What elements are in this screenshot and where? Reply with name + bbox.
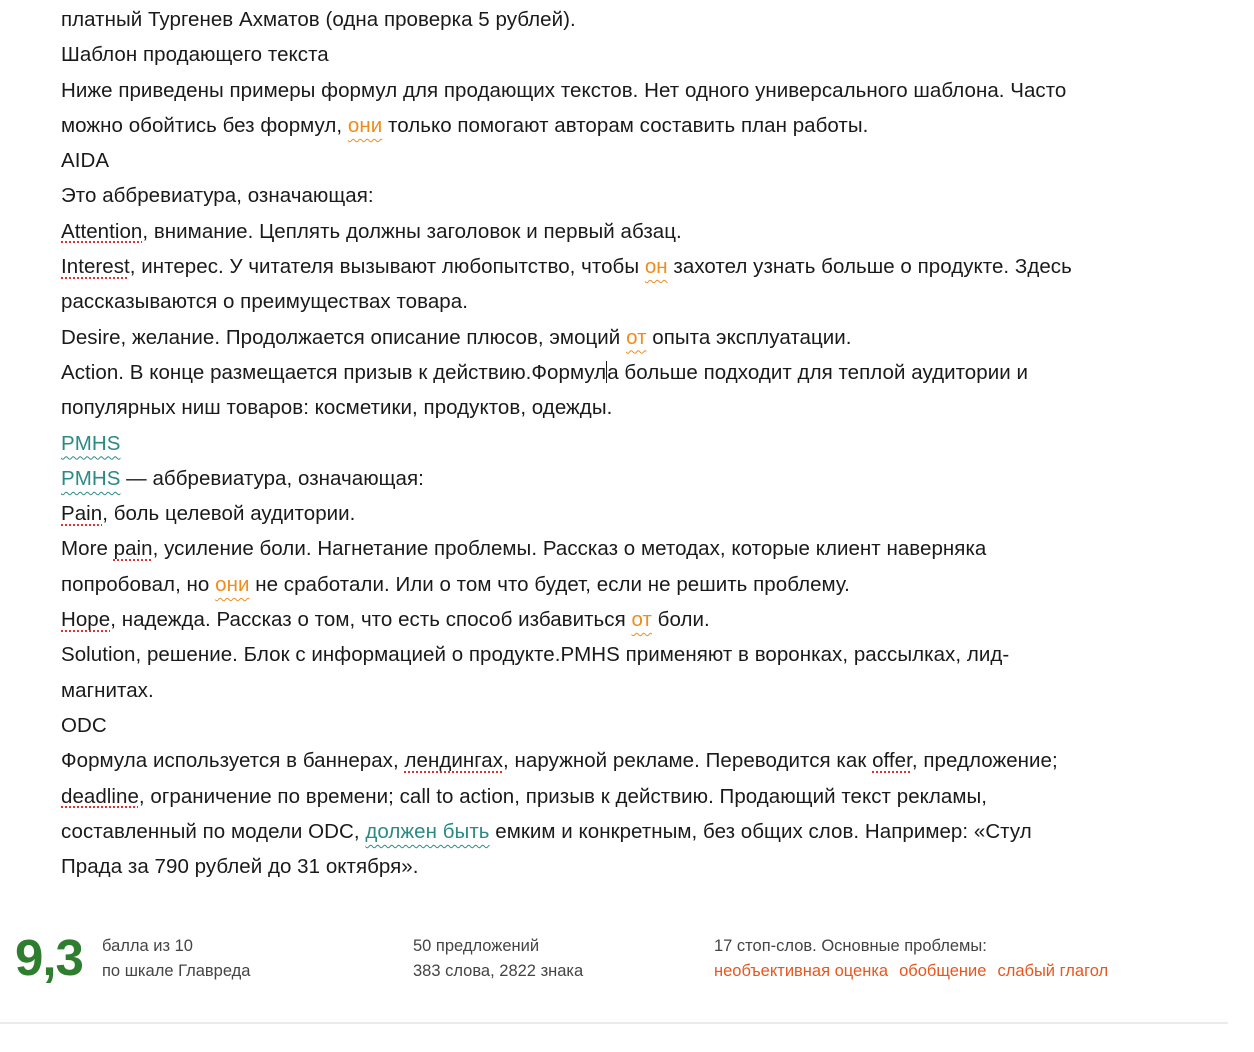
paragraph bbox=[61, 708, 1211, 743]
paragraph bbox=[61, 531, 1211, 566]
spellcheck-word[interactable]: лендингах bbox=[404, 749, 504, 773]
paragraph bbox=[61, 284, 1211, 319]
stopword-highlight[interactable]: должен быть bbox=[365, 819, 490, 843]
text-segment: Формула используется в баннерах, bbox=[61, 749, 405, 773]
score-caption-line: балла из 10 bbox=[102, 937, 193, 955]
text-segment: а больше подходит для теплой аудитории и bbox=[607, 360, 1028, 384]
stopword-highlight[interactable]: он bbox=[644, 255, 668, 279]
sentence-count: 50 предложений bbox=[413, 937, 540, 955]
stopword-highlight[interactable]: от bbox=[626, 325, 647, 349]
problem-tag-biased-assessment[interactable]: необъективная оценка bbox=[714, 962, 889, 980]
stopword-highlight[interactable]: PMHS bbox=[61, 466, 121, 490]
problems-summary bbox=[714, 934, 1119, 984]
stopword-highlight[interactable]: от bbox=[631, 608, 652, 632]
text-segment: емким и конкретным, без общих слов. Например: «Стул bbox=[489, 819, 1032, 843]
paragraph bbox=[61, 779, 1211, 814]
stopword-highlight[interactable]: PMHS bbox=[61, 431, 121, 455]
results-panel bbox=[0, 924, 1254, 1024]
problem-tag-weak-verb[interactable]: слабый глагол bbox=[997, 962, 1109, 980]
paragraph bbox=[61, 249, 1211, 284]
text-segment: рассказываются о преимуществах товара. bbox=[61, 290, 468, 314]
problems-title: 17 стоп-слов. Основные проблемы: bbox=[714, 937, 987, 955]
paragraph bbox=[61, 320, 1211, 355]
problem-tags bbox=[714, 959, 1119, 984]
text-segment: только помогают авторам составить план работы. bbox=[382, 113, 869, 137]
text-segment: боли. bbox=[651, 608, 710, 632]
text-segment: Action. В конце размещается призыв к действию.Формул bbox=[61, 360, 607, 384]
text-segment: Прада за 790 рублей до 31 октября». bbox=[61, 855, 419, 879]
paragraph bbox=[61, 426, 1211, 461]
spellcheck-word[interactable]: deadline bbox=[61, 784, 139, 808]
paragraph bbox=[61, 355, 1211, 390]
text-segment: захотел узнать больше о продукте. Здесь bbox=[667, 255, 1072, 279]
paragraph bbox=[61, 37, 1211, 72]
text-segment: не сработали. Или о том что будет, если не решить проблему. bbox=[249, 572, 850, 596]
paragraph bbox=[61, 108, 1211, 143]
text-segment: , наружной рекламе. Переводится как bbox=[503, 749, 873, 773]
text-segment: — аббревиатура, означающая: bbox=[120, 466, 424, 490]
text-segment: ODC bbox=[61, 713, 107, 737]
text-segment: , предложение; bbox=[911, 749, 1058, 773]
text-segment: Ниже приведены примеры формул для продающих текстов. Нет одного универсального шаблона. Часто bbox=[61, 78, 1067, 102]
spellcheck-word[interactable]: Interest bbox=[61, 255, 130, 279]
text-editor[interactable] bbox=[61, 2, 1211, 884]
stopword-highlight[interactable]: они bbox=[215, 572, 250, 596]
divider bbox=[0, 1022, 1228, 1024]
text-segment: , интерес. У читателя вызывают любопытство, чтобы bbox=[129, 255, 645, 279]
spellcheck-word[interactable]: Attention bbox=[61, 219, 143, 243]
text-segment: Solution, решение. Блок с информацией о продукте.PMHS применяют в воронках, рассылках, лид- bbox=[61, 643, 1010, 667]
paragraph bbox=[61, 461, 1211, 496]
text-segment: можно обойтись без формул, bbox=[61, 113, 348, 137]
spellcheck-word[interactable]: offer bbox=[872, 749, 912, 773]
text-segment: More bbox=[61, 537, 114, 561]
score-value: 9,3 bbox=[15, 929, 83, 986]
spellcheck-word[interactable]: Hope bbox=[61, 608, 111, 632]
score-caption bbox=[102, 934, 250, 984]
paragraph bbox=[61, 178, 1211, 213]
paragraph bbox=[61, 2, 1211, 37]
text-segment: , усиление боли. Нагнетание проблемы. Рассказ о методах, которые клиент наверняка bbox=[152, 537, 987, 561]
text-segment: попробовал, но bbox=[61, 572, 216, 596]
paragraph bbox=[61, 849, 1211, 884]
word-char-count: 383 слова, 2822 знака bbox=[413, 962, 584, 980]
paragraph bbox=[61, 602, 1211, 637]
paragraph bbox=[61, 496, 1211, 531]
paragraph bbox=[61, 214, 1211, 249]
paragraph bbox=[61, 73, 1211, 108]
paragraph bbox=[61, 143, 1211, 178]
text-segment: популярных ниш товаров: косметики, продуктов, одежды. bbox=[61, 396, 613, 420]
text-segment: AIDA bbox=[61, 149, 110, 173]
score-caption-line: по шкале Главреда bbox=[102, 962, 251, 980]
stopword-highlight[interactable]: они bbox=[347, 113, 383, 137]
text-segment: магнитах. bbox=[61, 678, 154, 702]
spellcheck-word[interactable]: pain bbox=[113, 537, 153, 561]
problem-tag-generalization[interactable]: обобщение bbox=[899, 962, 987, 980]
text-segment: , боль целевой аудитории. bbox=[102, 502, 356, 526]
text-segment: Desire, желание. Продолжается описание плюсов, эмоций bbox=[61, 325, 627, 349]
text-statistics bbox=[413, 934, 583, 984]
paragraph bbox=[61, 390, 1211, 425]
paragraph bbox=[61, 637, 1211, 672]
paragraph bbox=[61, 743, 1211, 778]
text-segment: , ограничение по времени; call to action, призыв к действию. Продающий текст рекламы, bbox=[138, 784, 988, 808]
text-segment: составленный по модели ODC, bbox=[61, 819, 366, 843]
text-segment: опыта эксплуатации. bbox=[646, 325, 852, 349]
text-segment: Шаблон продающего текста bbox=[61, 43, 329, 67]
paragraph bbox=[61, 673, 1211, 708]
text-segment: Это аббревиатура, означающая: bbox=[61, 184, 374, 208]
paragraph bbox=[61, 814, 1211, 849]
spellcheck-word[interactable]: Pain bbox=[61, 502, 103, 526]
text-segment: , надежда. Рассказ о том, что есть способ избавиться bbox=[110, 608, 632, 632]
paragraph bbox=[61, 567, 1211, 602]
text-segment: платный Тургенев Ахматов (одна проверка 5 рублей). bbox=[61, 8, 576, 31]
text-segment: , внимание. Цеплять должны заголовок и первый абзац. bbox=[142, 219, 682, 243]
